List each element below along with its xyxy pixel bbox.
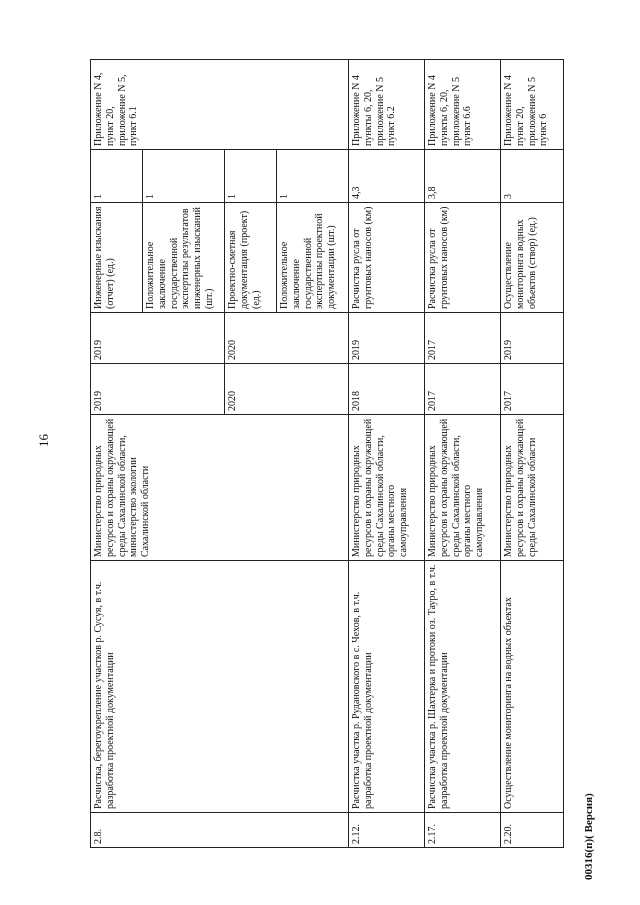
row-reference: Приложение N 4 пункт 20, приложение N 5 пункт 6 [501, 60, 564, 150]
row-end-year: 2019 [349, 313, 425, 364]
row-reference: Приложение N 4, пункт 20, приложение N 5, пункт 6.1 [91, 60, 349, 150]
row-end-year: 2019 [501, 313, 564, 364]
row-value: 1 [277, 150, 349, 203]
row-organization: Министерство природных ресурсов и охраны окружающей среды Сахалинской области [501, 415, 564, 561]
row-organization: Министерство природных ресурсов и охраны окружающей среды Сахалинской области, органы местного самоуправления [425, 415, 501, 561]
row-organization: Министерство природных ресурсов и охраны окружающей среды Сахалинской области, министерство экологии Сахалинской области [91, 415, 349, 561]
row-end-year: 2020 [225, 313, 349, 364]
row-start-year: 2020 [225, 364, 349, 415]
row-title: Расчистка участка р. Шахтерка и протоки оз. Тауро, в т.ч. разработка проектной документации [425, 561, 501, 813]
row-value: 1 [91, 150, 143, 203]
document-footer: 00316(п)( Версия) [583, 793, 595, 880]
row-indicator: Осуществление мониторинга водных объектов (створ) (ед.) [501, 203, 564, 313]
row-end-year: 2019 [91, 313, 225, 364]
row-number: 2.8. [91, 813, 349, 848]
row-start-year: 2018 [349, 364, 425, 415]
row-indicator: Положительное заключение государственной экспертизы проектной документации (шт.) [277, 203, 349, 313]
row-value: 1 [143, 150, 225, 203]
row-number: 2.20. [501, 813, 564, 848]
table-row [91, 60, 143, 848]
row-value: 1 [225, 150, 277, 203]
row-value: 3,8 [425, 150, 501, 203]
row-indicator: Расчистка русла от грунтовых наносов (км) [425, 203, 501, 313]
rotated-table-container [90, 60, 564, 848]
row-indicator: Расчистка русла от грунтовых наносов (км) [349, 203, 425, 313]
table-row [501, 60, 564, 848]
row-start-year: 2017 [501, 364, 564, 415]
row-organization: Министерство природных ресурсов и охраны окружающей среды Сахалинской области, органы местного самоуправления [349, 415, 425, 561]
row-title: Расчистка, берегоукрепление участков р. Сусуя, в т.ч. разработка проектной документации [91, 561, 349, 813]
table-row [425, 60, 501, 848]
row-value: 4,3 [349, 150, 425, 203]
row-start-year: 2019 [91, 364, 225, 415]
row-indicator: Проектно-сметная документация (проект) (ед.) [225, 203, 277, 313]
row-reference: Приложение N 4 пункты 6, 20, приложение N 5 пункт 6.2 [349, 60, 425, 150]
page-number: 16 [36, 434, 51, 447]
row-title: Осуществление мониторинга на водных объектах [501, 561, 564, 813]
row-start-year: 2017 [425, 364, 501, 415]
row-number: 2.17. [425, 813, 501, 848]
row-indicator: Положительное заключение государственной экспертизы результатов инженерных изысканий (шт.) [143, 203, 225, 313]
row-title: Расчистка участка р. Рудановского в с. Чехов, в т.ч. разработка проектной документации [349, 561, 425, 813]
row-indicator: Инженерные изыскания (отчет) (ед.) [91, 203, 143, 313]
row-end-year: 2017 [425, 313, 501, 364]
row-number: 2.12. [349, 813, 425, 848]
program-table [90, 59, 564, 848]
row-reference: Приложение N 4 пункты 6, 20, приложение N 5 пункт 6.6 [425, 60, 501, 150]
table-row [349, 60, 425, 848]
row-value: 3 [501, 150, 564, 203]
